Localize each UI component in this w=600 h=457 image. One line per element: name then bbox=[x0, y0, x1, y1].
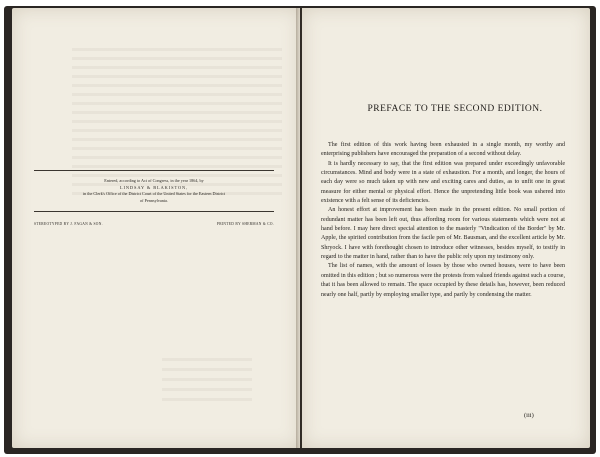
stereotyper-credit: STEREOTYPED BY J. FAGAN & SON. bbox=[34, 222, 103, 226]
preface-title: PREFACE TO THE SECOND EDITION. bbox=[367, 104, 543, 114]
left-page bbox=[12, 8, 300, 448]
printer-credit: PRINTED BY SHERMAN & CO. bbox=[216, 222, 274, 226]
show-through-text-bottom bbox=[162, 358, 252, 403]
preface-paragraph-3: An honest effort at improvement has been made in the present edition. No small portion of redundant matter has been left out, thus affording room for various statements which were not at hand before. I may here direct special attention to the masterly "Vindication of the Border" by Mr. Apple, the spirited contribution from the facile pen of Mr. Bausman, and the excellent article by Mr. Shryock. I have with forethought chosen to introduce other witnesses, besides myself, to testify in regard to the matter in hand, rather than to have the public rely upon my testimony only. bbox=[321, 207, 565, 261]
preface-paragraph-2: It is hardly necessary to say, that the first edition was prepared under exceedingly unfavorable circumstances. Mind and body were in a state of exhaustion. For a month, and longer, the hours of each day were so much taken up with new and exciting cares and duties, as to unfit one in great measure for either mental or physical effort. Hence the unpretending little book was ushered into existence with a felt sense of its deficiencies. bbox=[321, 160, 565, 205]
preface-body bbox=[321, 141, 565, 300]
preface-paragraph-4: The list of names, with the amount of losses by those who owned houses, were to have been omitted in this edition ; but so numerous were the protests from valued friends against such a course, that it has been allowed to remain. The space occupied by these details has, however, been reduced nearly one half, partly by employing smaller type, and partly by condensing the matter. bbox=[321, 263, 565, 298]
imprint-line bbox=[34, 222, 274, 226]
preface-paragraph-1: The first edition of this work having been exhausted in a single month, my worthy and enterprising publishers have encouraged the preparation of a second without delay. bbox=[321, 142, 565, 158]
copyright-top-rule bbox=[34, 170, 274, 171]
copyright-line-4: of Pennsylvania. bbox=[140, 197, 168, 203]
copyright-bottom-rule bbox=[34, 211, 274, 212]
publisher-name: LINDSAY & BLAKISTON, bbox=[119, 184, 189, 190]
copyright-line-1: Entered, according to Act of Congress, in the year 1864, by bbox=[104, 178, 204, 183]
show-through-text bbox=[72, 48, 282, 198]
copyright-line-3: in the Clerk's Office of the District Court of the United States for the Eastern District bbox=[82, 191, 226, 197]
copyright-notice bbox=[38, 178, 270, 204]
page-number: (iii) bbox=[524, 412, 534, 419]
